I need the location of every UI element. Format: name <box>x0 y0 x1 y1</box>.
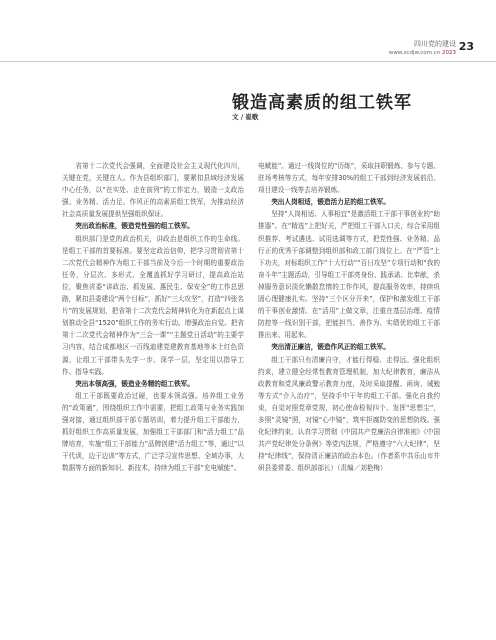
magazine-name: 四川党的建设 <box>414 40 456 48</box>
article-byline: 文 / 崔歌 <box>232 113 259 121</box>
paragraph: 省第十二次党代会强调，全面建设社会主义现代化四川，关键在党，关键在人。作为县组织部门，要紧扣县域经济发展中心任务，以“在实处、走在前列”的工作定力，锻造一支政治强、业务精、活力足、作风正的高素质组工铁军，为推动经济社会高质量发展提供坚强组织保证。 <box>62 162 244 219</box>
paragraph: 组工干部既要政治过硬，也要本领高强。培养组工业务的“政策通”，围绕组织工作中需要，把组工政策与业务实践加强对接，通过组织部干部专题培训，着力提升组工干部能力，抓好组织工作高质量发展，加强组工干部部门和“活力组工”品牌培育，实施“组工干部能力”品牌创建“活力组工”等，通过“以干代训，边干边训”等方式，广泛学习宣传思想、全域办事，大数据等方面的新知识、新技术，持续为组工干部“充电赋能”。 <box>62 391 244 473</box>
paragraph-continuation: 电赋能”。通过一线岗位的“历练”，采取挂职锻炼、参与专题、驻场考核等方式，每年安排30%的组工干部到经济发展前沿、项目建设一线等去培养锻炼。 <box>258 162 440 195</box>
header-meta <box>389 40 456 57</box>
section-heading: 突出本领高强，锻造业务精的组工铁军。 <box>75 379 194 388</box>
left-column <box>62 160 244 474</box>
url-text: www.scdjw.com.cn <box>388 50 442 56</box>
paragraph: 组织部门是党的政治机关，讲政治是组织工作的生命线。是组工干部的首要标准。要坚定政治信仰，把学习贯彻省第十二次党代会精神作为组工干部当前及今后一个时期的重要政治任务，分层次、多形式、全覆盖抓好学习研讨，提高政治站位，聚焦省委“讲政治、抓发展、惠民生、保安全”的工作总思路，紧扣县委建设“两个目标“，抓好“三大攻坚”，打造“四张名片”的发展规划，把省第十二次党代会精神转化为在新起点上谋划推动全县“1520”组织工作的务实行动。增强政治自觉。把省第十二次党代会精神作为“三会一课”“主题党日活动”的主要学习内容，结合成都地区一百线迪建党建教育基地等本土红色资源，让组工干部带头先学一步、深学一层，坚定用以指导工作、指导实践。 <box>62 234 244 376</box>
url-year: 2023 <box>442 50 456 56</box>
header-divider <box>0 61 496 62</box>
magazine-url <box>389 49 456 57</box>
article-title: 锻造高素质的组工铁军 <box>232 93 412 113</box>
right-column <box>258 160 440 474</box>
section-heading: 突出清正廉洁，锻造作风正的组工铁军。 <box>271 343 390 352</box>
page-number: 23 <box>458 40 474 53</box>
section-heading: 突出人岗相适，锻造活力足的组工铁军。 <box>271 198 390 207</box>
section-heading: 突出政治标准，锻造党性强的组工铁军。 <box>75 222 194 231</box>
paragraph: 坚持“人岗相适、人事相宜”是激活组工干部干事创业的“助推器”。在“精选”上把好关，严把组工干部入口关，综合采用组织推荐、考试遴选、试用选调等方式，把党性强、业务精、品行正的优秀干部调整到组织部和政工部门岗位上。在“严管”上下功夫，对标组织工作“十大行动”“百日攻坚”专项行动和“我的奋斗年”主题活动，引导组工干部亮身份、践承诺、比奉献，杀掉服务意识淡化懒散怠惰的工作作风，提高服务效率，持续巩固心理健康扎实。坚持“三个区分开来”，保护和激发组工干部的干事创业激情。在“活用”上做文章，注重在基层治理、疫情防控等一线识别干部，把能担当、善作为、实绩优的组工干部推出来、用起来。 <box>258 210 440 340</box>
paragraph: 组工干部只有清廉自守，才能行得稳、走得远。强化组织约束，建立健全经常性教育管理机制，加大纪律教育，廉洁从政教育和党风廉政警示教育力度，及时采取提醒、函询、诫勉等方式“介入治疗”，坚持手中干年的组工干部。强化自我约束，自觉对照党章党规，初心使命检视四个、发挥“思想尘”，多照“灵镜”照，对镜“心中镜”，筑牢拒腐防变的思想防线。强化纪律约束，认真学习贯彻《中国共产党廉洁自律准则》《中国共产党纪律处分条例》等党内法规，严格遵守“六大纪律”，坚持“纪律线”，保持清正廉洁的政治本色。（作者系中共乐山市井研县委常委、组织部部长）（责编／刘艳梅） <box>258 355 440 473</box>
